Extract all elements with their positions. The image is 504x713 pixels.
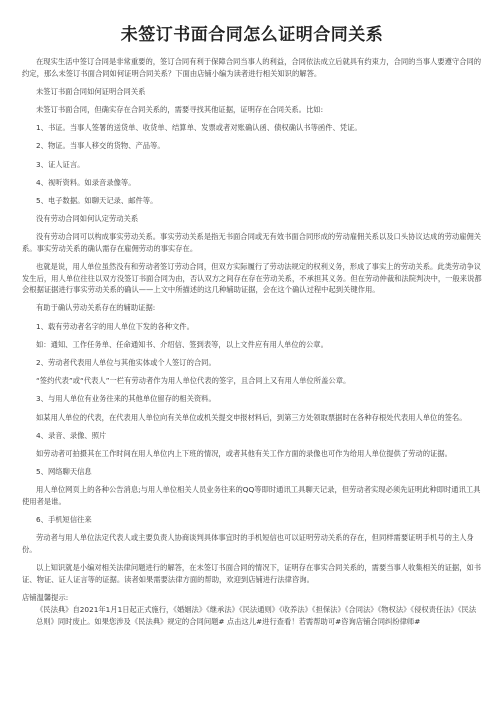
paragraph: 劳动者与用人单位法定代表人或主要负责人协商谈判具体事宜时的手机短信也可以证明劳动关系的存在，但同样需要证明手机号的主人身份。 [22, 533, 474, 554]
list-item: 2、劳动者代表用人单位与其他实体或个人签订的合同。 [36, 358, 216, 367]
list-item: 6、手机短信往来 [36, 515, 92, 525]
tips-text: 《民法典》自2021年1月1日起正式施行，《婚姻法》《继承法》《民法通则》《收养法》《担保法》《合同法》《物权法》《侵权责任法》《民法总则》同时废止。如果您涉及《民法典》规定的合同问题# 点击这儿#进行查看！若需帮助可#咨询店铺合同纠纷律师# [36, 605, 477, 627]
paragraph: 也就是说，用人单位虽然没有和劳动者签订劳动合同，但双方实际履行了劳动法规定的权利义务，形成了事实上的劳动关系。此类劳动争议发生后，用人单位往往以双方没签订书面合同为由，否认双方之间存在存在劳动关系，不承担其义务。但在劳动仲裁和法院判决中，一般来说都会根据证据进行事实劳动关系的确认——上文中所描述的这几种辅助证据，会在这个确认过程中起到关键作用。 [22, 262, 482, 295]
article-title: 未签订书面合同怎么证明合同关系 [120, 25, 384, 45]
list-item: 4、录音、录像、照片 [36, 430, 107, 440]
section-heading: 没有劳动合同如何认定劳动关系 [36, 214, 139, 224]
list-item: 3、与用人单位有业务往来的其他单位留存的相关资料。 [36, 394, 216, 404]
paragraph: 有助于确认劳动关系存在的辅助证据: [36, 303, 156, 313]
list-item: 5、电子数据。如聊天记录、邮件等。 [36, 195, 158, 205]
paragraph: 如：通知、工作任务单、任命通知书、介绍信、签到表等，以上文件应有用人单位的公章。 [36, 339, 328, 349]
intro-paragraph: 在现实生活中签订合同是非常重要的，签订合同有利于保障合同当事人的利益，合同依法成立后就具有约束力，合同的当事人要遵守合同的约定，那么未签订书面合同如何证明合同关系？下面由店铺小编为读者进行相关知识的解答。 [22, 57, 482, 78]
conclusion-paragraph: 以上知识就是小编对相关法律问题进行的解答，在未签订书面合同的情况下，证明存在事实合同关系的，需要当事人收集相关的证据，如书证、物证、证人证言等的证据。读者如果需要法律方面的帮助，欢迎到店铺进行法律咨询。 [22, 563, 482, 584]
tips-heading: 店铺温馨提示: [22, 592, 69, 602]
list-item: 4、视听资料。如录音录像等。 [36, 177, 136, 187]
list-item: 1、书证。当事人签署的送货单、收货单、结算单、发票或者对账确认函、债权确认书等函件、凭证。 [36, 123, 362, 133]
list-item: 1、载有劳动者名字的用人单位下发的各种文件。 [36, 321, 194, 331]
list-item: 2、物证。当事人移交的货物、产品等。 [36, 141, 165, 151]
list-item: 3、证人证言。 [36, 159, 85, 169]
paragraph: 用人单位网页上的各种公告消息;与用人单位相关人员业务往来的QQ等即时通讯工具聊天记录，但劳动者实现必须先证明此种即时通讯工具使用者是谁。 [22, 485, 481, 506]
article-body [22, 56, 482, 628]
paragraph: “签约代表”或“代表人”一栏有劳动者作为用人单位代表的签字，且合同上又有用人单位所盖公章。 [36, 376, 351, 386]
paragraph: 没有劳动合同可以构成事实劳动关系。事实劳动关系是指无书面合同或无有效书面合同形成的劳动雇佣关系以及口头协议达成的劳动雇佣关系。事实劳动关系的确认需存在雇佣劳动的事实存在。 [22, 232, 482, 253]
paragraph: 未签订书面合同，但确实存在合同关系的，需要寻找其他证据，证明存在合同关系。比如: [36, 104, 324, 114]
section-heading: 未签订书面合同如何证明合同关系 [36, 86, 146, 96]
paragraph: 如某用人单位的代表，在代表用人单位向有关单位或机关提交申报材料后，到第三方处领取票据时在各种存根处代表用人单位的签名。 [36, 412, 467, 422]
paragraph: 如劳动者可拍摄其在工作时间在用人单位内上下班的情况，或者其他有关工作方面的录像也可作为给用人单位提供了劳动的证据。 [36, 448, 452, 458]
list-item: 5、网络聊天信息 [36, 467, 92, 477]
